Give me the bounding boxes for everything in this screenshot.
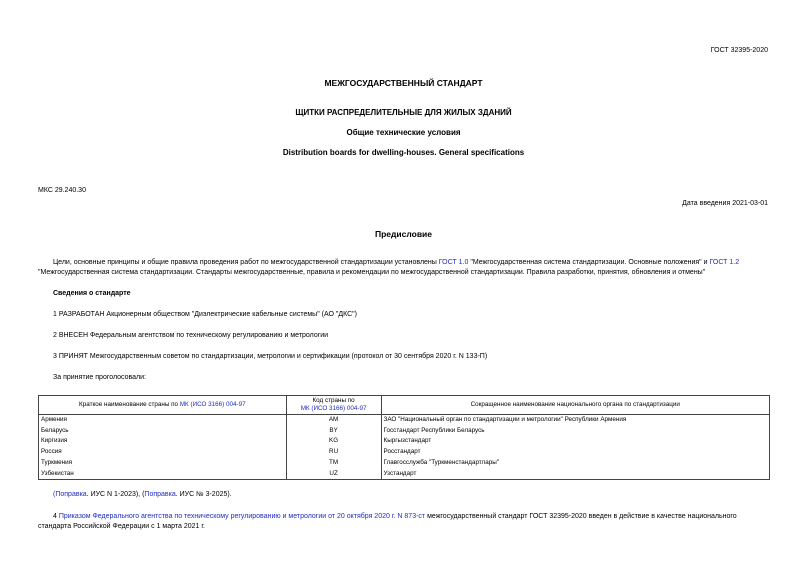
mk-iso-code-link[interactable]: МК (ИСО 3166) 004-97	[300, 405, 367, 412]
body-cell: Главгосслужба "Туркменстандартлары"	[381, 458, 769, 469]
voting-countries-table	[38, 395, 770, 480]
amendment-link-2[interactable]: Поправка	[144, 491, 176, 498]
code-cell: AM	[286, 415, 381, 426]
table-row	[39, 415, 770, 426]
body-cell: Узстандарт	[381, 468, 769, 479]
amendments-line	[53, 491, 232, 498]
header-code-text: Код страны по	[312, 397, 355, 404]
doc-number: ГОСТ 32395-2020	[710, 47, 768, 54]
voted-label: За принятие проголосовали:	[53, 374, 146, 381]
amendment-text-2: . ИУС № 3-2025).	[175, 491, 232, 498]
body-cell: Кыргызстандарт	[381, 436, 769, 447]
code-cell: UZ	[286, 468, 381, 479]
code-cell: RU	[286, 447, 381, 458]
gost-1-2-link[interactable]: ГОСТ 1.2	[709, 259, 740, 266]
item-4-number: 4	[53, 513, 59, 520]
code-cell: KG	[286, 436, 381, 447]
document-subtitle: Общие технические условия	[346, 128, 461, 137]
item-adopted: 3 ПРИНЯТ Межгосударственным советом по стандартизации, метрологии и сертификации (протокол от 30 сентября 2020 г. N 133-П)	[53, 353, 488, 360]
header-country-code	[286, 396, 381, 415]
standard-type: МЕЖГОСУДАРСТВЕННЫЙ СТАНДАРТ	[324, 78, 483, 88]
preface-text-1: Цели, основные принципы и общие правила проведения работ по межгосударственной стандартизации установлены	[53, 259, 439, 266]
body-cell: ЗАО "Национальный орган по стандартизации и метрологии" Республики Армения	[381, 415, 769, 426]
preface-text-2: "Межгосударственная система стандартизации. Основные положения" и	[468, 259, 710, 266]
code-cell: BY	[286, 425, 381, 436]
table-row	[39, 436, 770, 447]
document-title: ЩИТКИ РАСПРЕДЕЛИТЕЛЬНЫЕ ДЛЯ ЖИЛЫХ ЗДАНИЙ	[295, 108, 512, 117]
country-cell: Туркмения	[39, 458, 287, 469]
country-cell: Беларусь	[39, 425, 287, 436]
item-developed: 1 РАЗРАБОТАН Акционерным обществом "Диэлектрические кабельные системы" (АО "ДКС")	[53, 311, 357, 318]
table-row	[39, 468, 770, 479]
gost-1-0-link[interactable]: ГОСТ 1.0	[438, 259, 469, 266]
item-introduced: 2 ВНЕСЕН Федеральным агентством по техническому регулированию и метрологии	[53, 332, 329, 339]
item-enacted	[38, 512, 770, 531]
preface-paragraph	[38, 258, 770, 277]
intro-date: Дата введения 2021-03-01	[682, 200, 768, 207]
mks-code: МКС 29.240.30	[38, 187, 86, 194]
table-row	[39, 447, 770, 458]
code-cell: TM	[286, 458, 381, 469]
order-link[interactable]: Приказом Федерального агентства по техническому регулированию и метрологии от 20 октября 2020 г. N 873-ст	[58, 513, 426, 520]
amendment-link-1[interactable]: Поправка	[55, 491, 87, 498]
document-title-english: Distribution boards for dwelling-houses. General specifications	[282, 148, 525, 157]
item-4-text: межгосударственный стандарт ГОСТ 32395-2020 введен в действие в качестве национального стандарта Российской Федерации с 1 марта 2021 г.	[38, 513, 737, 530]
country-cell: Узбекистан	[39, 468, 287, 479]
about-standard-heading: Сведения о стандарте	[53, 290, 131, 297]
body-cell: Росстандарт	[381, 447, 769, 458]
country-cell: Россия	[39, 447, 287, 458]
header-country-name	[39, 396, 287, 415]
body-cell: Госстандарт Республики Беларусь	[381, 425, 769, 436]
country-cell: Киргизия	[39, 436, 287, 447]
mk-iso-link[interactable]: МК (ИСО 3166) 004-97	[179, 401, 246, 408]
amendments-open: (	[53, 491, 56, 498]
preface-text-3: "Межгосударственная система стандартизации. Стандарты межгосударственные, правила и рекомендации по межгосударственной стандартизации. Правила разработки, принятия, обновления и отмены"	[38, 268, 706, 276]
country-cell: Армения	[39, 415, 287, 426]
amendment-text-1: . ИУС N 1-2023), (	[86, 491, 145, 498]
header-national-body: Сокращенное наименование национального органа по стандартизации	[381, 396, 769, 415]
table-header-row	[39, 396, 770, 415]
header-country-text: Краткое наименование страны по	[79, 401, 180, 408]
preface-heading: Предисловие	[374, 229, 433, 239]
table-row	[39, 425, 770, 436]
table-row	[39, 458, 770, 469]
